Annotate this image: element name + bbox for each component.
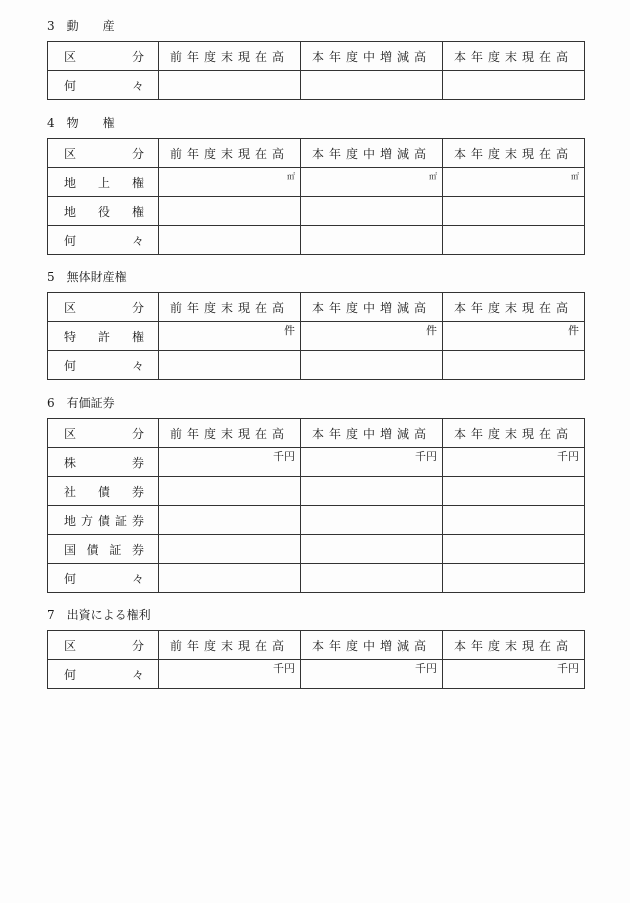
row-label xyxy=(48,564,159,593)
label-char: 券 xyxy=(131,484,144,499)
row-label xyxy=(48,71,159,100)
label-char: 券 xyxy=(131,455,144,470)
cell-prev-balance[interactable] xyxy=(159,351,301,380)
label-char: 分 xyxy=(131,638,144,653)
row-label xyxy=(48,322,159,351)
label-char: 々 xyxy=(131,233,144,248)
table-row xyxy=(48,71,585,100)
header-change: 本年度中増減高 xyxy=(301,293,443,322)
row-label xyxy=(48,448,159,477)
table-row xyxy=(48,226,585,255)
cell-current-balance[interactable] xyxy=(443,351,585,380)
table-row xyxy=(48,168,585,197)
cell-current-balance[interactable] xyxy=(443,226,585,255)
unit-label: 千円 xyxy=(415,662,437,675)
cell-current-balance[interactable] xyxy=(443,477,585,506)
cell-prev-balance[interactable] xyxy=(159,660,301,689)
label-char: 区 xyxy=(64,426,77,441)
label-char: 証 xyxy=(114,513,127,528)
unit-label: 件 xyxy=(568,324,579,337)
label-char: 許 xyxy=(97,329,110,344)
label-char: 何 xyxy=(64,233,77,248)
unit-label: 千円 xyxy=(557,662,579,675)
cell-prev-balance[interactable] xyxy=(159,506,301,535)
cell-change[interactable] xyxy=(301,564,443,593)
table-movables xyxy=(47,41,585,100)
table-row xyxy=(48,506,585,535)
table-row xyxy=(48,351,585,380)
label-char: 株 xyxy=(64,455,77,470)
cell-prev-balance[interactable] xyxy=(159,322,301,351)
label-char: 何 xyxy=(64,358,77,373)
section-title-intangible: 5 無体財産権 xyxy=(47,270,127,284)
cell-prev-balance[interactable] xyxy=(159,564,301,593)
cell-change[interactable] xyxy=(301,71,443,100)
label-char: 分 xyxy=(131,49,144,64)
cell-change[interactable] xyxy=(301,506,443,535)
unit-label: ㎡ xyxy=(287,172,295,181)
unit-label: 件 xyxy=(426,324,437,337)
label-char: 社 xyxy=(64,484,77,499)
label-char: 地 xyxy=(64,204,77,219)
section-title-securities: 6 有価証券 xyxy=(47,396,115,410)
unit-label: ㎡ xyxy=(429,172,437,181)
table-row xyxy=(48,322,585,351)
label-char: 分 xyxy=(131,146,144,161)
label-char: 地 xyxy=(64,513,77,528)
row-label xyxy=(48,660,159,689)
cell-change[interactable] xyxy=(301,322,443,351)
cell-current-balance[interactable] xyxy=(443,448,585,477)
table-real-rights xyxy=(47,138,585,255)
label-char: 方 xyxy=(80,513,93,528)
unit-label: 千円 xyxy=(557,450,579,463)
label-char: 分 xyxy=(131,300,144,315)
label-char: 々 xyxy=(131,78,144,93)
header-change: 本年度中増減高 xyxy=(301,419,443,448)
cell-change[interactable] xyxy=(301,168,443,197)
label-char: 権 xyxy=(131,204,144,219)
cell-current-balance[interactable] xyxy=(443,506,585,535)
table-row xyxy=(48,448,585,477)
label-char: 権 xyxy=(131,175,144,190)
header-kubun xyxy=(48,42,159,71)
label-char: 々 xyxy=(131,667,144,682)
header-kubun xyxy=(48,139,159,168)
cell-prev-balance[interactable] xyxy=(159,477,301,506)
label-char: 区 xyxy=(64,146,77,161)
cell-prev-balance[interactable] xyxy=(159,535,301,564)
header-current-balance: 本年度末現在高 xyxy=(443,419,585,448)
unit-label: 千円 xyxy=(273,450,295,463)
label-char: 何 xyxy=(64,571,77,586)
header-change: 本年度中増減高 xyxy=(301,139,443,168)
table-row xyxy=(48,197,585,226)
cell-current-balance[interactable] xyxy=(443,71,585,100)
table-row xyxy=(48,564,585,593)
header-change: 本年度中増減高 xyxy=(301,631,443,660)
label-char: 国 xyxy=(64,542,77,557)
row-label xyxy=(48,477,159,506)
table-header-row xyxy=(48,42,585,71)
label-char: 分 xyxy=(131,426,144,441)
cell-change[interactable] xyxy=(301,660,443,689)
table-row xyxy=(48,535,585,564)
unit-label: 件 xyxy=(284,324,295,337)
row-label xyxy=(48,506,159,535)
cell-current-balance[interactable] xyxy=(443,168,585,197)
row-label xyxy=(48,197,159,226)
unit-label: 千円 xyxy=(415,450,437,463)
header-change: 本年度中増減高 xyxy=(301,42,443,71)
header-prev-balance: 前年度末現在高 xyxy=(159,631,301,660)
label-char: 権 xyxy=(131,329,144,344)
header-prev-balance: 前年度末現在高 xyxy=(159,42,301,71)
label-char: 々 xyxy=(131,571,144,586)
label-char: 地 xyxy=(64,175,77,190)
header-kubun xyxy=(48,293,159,322)
cell-change[interactable] xyxy=(301,197,443,226)
label-char: 々 xyxy=(131,358,144,373)
label-char: 役 xyxy=(97,204,110,219)
table-securities xyxy=(47,418,585,593)
label-char: 区 xyxy=(64,300,77,315)
label-char: 区 xyxy=(64,638,77,653)
cell-current-balance[interactable] xyxy=(443,535,585,564)
label-char: 券 xyxy=(131,513,144,528)
cell-change[interactable] xyxy=(301,351,443,380)
header-current-balance: 本年度末現在高 xyxy=(443,42,585,71)
cell-prev-balance[interactable] xyxy=(159,197,301,226)
table-investment-rights xyxy=(47,630,585,689)
label-char: 券 xyxy=(131,542,144,557)
header-current-balance: 本年度末現在高 xyxy=(443,139,585,168)
header-current-balance: 本年度末現在高 xyxy=(443,293,585,322)
table-header-row xyxy=(48,139,585,168)
cell-current-balance[interactable] xyxy=(443,564,585,593)
cell-current-balance[interactable] xyxy=(443,197,585,226)
section-title-movables: 3 動 産 xyxy=(47,19,115,33)
table-row xyxy=(48,477,585,506)
label-char: 上 xyxy=(97,175,110,190)
table-row xyxy=(48,660,585,689)
label-char: 証 xyxy=(109,542,122,557)
cell-change[interactable] xyxy=(301,226,443,255)
cell-current-balance[interactable] xyxy=(443,322,585,351)
label-char: 債 xyxy=(97,513,110,528)
cell-current-balance[interactable] xyxy=(443,660,585,689)
unit-label: ㎡ xyxy=(571,172,579,181)
cell-change[interactable] xyxy=(301,535,443,564)
label-char: 何 xyxy=(64,78,77,93)
header-prev-balance: 前年度末現在高 xyxy=(159,139,301,168)
header-prev-balance: 前年度末現在高 xyxy=(159,419,301,448)
label-char: 特 xyxy=(64,329,77,344)
table-header-row xyxy=(48,293,585,322)
section-title-real-rights: 4 物 権 xyxy=(47,116,115,130)
table-header-row xyxy=(48,631,585,660)
cell-change[interactable] xyxy=(301,477,443,506)
label-char: 何 xyxy=(64,667,77,682)
cell-prev-balance[interactable] xyxy=(159,71,301,100)
label-char: 債 xyxy=(97,484,110,499)
table-intangible xyxy=(47,292,585,380)
row-label xyxy=(48,226,159,255)
header-current-balance: 本年度末現在高 xyxy=(443,631,585,660)
row-label xyxy=(48,535,159,564)
header-kubun xyxy=(48,419,159,448)
header-kubun xyxy=(48,631,159,660)
cell-change[interactable] xyxy=(301,448,443,477)
cell-prev-balance[interactable] xyxy=(159,226,301,255)
row-label xyxy=(48,351,159,380)
unit-label: 千円 xyxy=(273,662,295,675)
section-title-investment-rights: 7 出資による権利 xyxy=(47,608,151,622)
table-header-row xyxy=(48,419,585,448)
header-prev-balance: 前年度末現在高 xyxy=(159,293,301,322)
cell-prev-balance[interactable] xyxy=(159,448,301,477)
label-char: 区 xyxy=(64,49,77,64)
cell-prev-balance[interactable] xyxy=(159,168,301,197)
row-label xyxy=(48,168,159,197)
label-char: 債 xyxy=(86,542,99,557)
